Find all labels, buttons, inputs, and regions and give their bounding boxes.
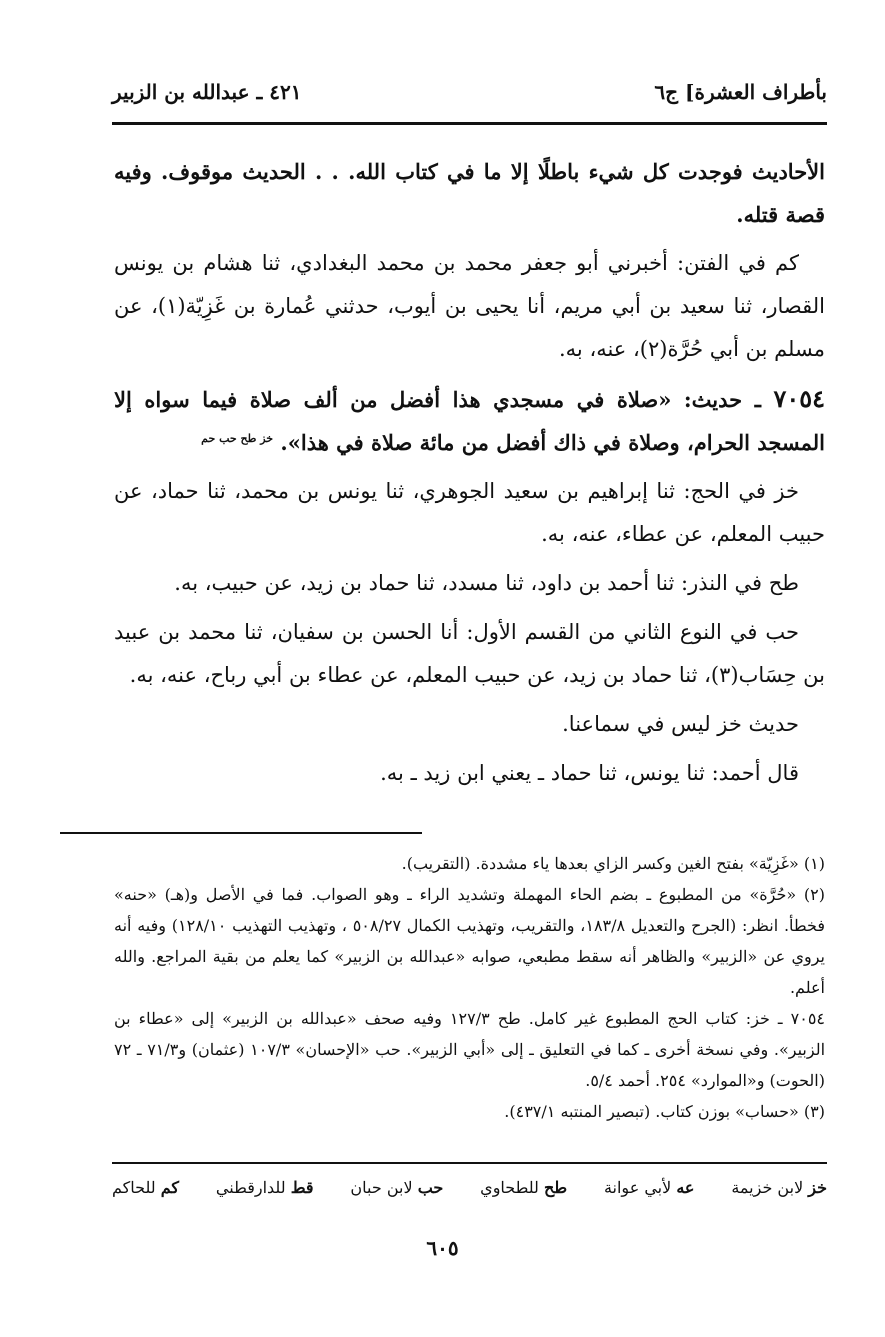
footnote-3: (٣) «حساب» بوزن كتاب. (تبصير المنتبه ٤٣٧/١). (504, 1102, 825, 1121)
abbreviation-item: حب لابن حبان (350, 1178, 444, 1197)
hadith-source-marks: خز طح حب حم (201, 432, 274, 445)
header-book-volume: بأطراف العشرة] ج٦ (654, 80, 827, 104)
abbreviation-item: كم للحاكم (112, 1178, 180, 1197)
footnote-separator (60, 832, 422, 834)
paragraph-note: حديث خز ليس في سماعنا. (562, 712, 799, 736)
main-text (114, 150, 825, 801)
paragraph-continuation: الأحاديث فوجدت كل شيء باطلًا إلا ما في كتاب الله. . . الحديث موقوف. وفيه قصة قتله. (114, 159, 825, 227)
footnotes (114, 848, 825, 1127)
hadith-entry (114, 377, 825, 464)
footnote-2: (٢) «حُرَّة» من المطبوع ـ بضم الحاء المهملة وتشديد الراء ـ وهو الصواب. فما في الأصل و(هـ) «حنه» فخطأ. انظر: (الجرح والتعديل ١٨٣/٨، والتقريب، وتهذيب الكمال ٥٠٨/٢٧ ، وتهذيب التهذيب ١٢٨/١٠) وفيه أنه يروي عن «الزبير» والظاهر أنه سقط مطبعي، صوابه «عبدالله بن الزبير» كما يعلم من بقية المراجع. والله أعلم. (114, 885, 826, 997)
abbreviation-item: طح للطحاوي (480, 1178, 568, 1197)
paragraph-tah-chain: طح في النذر: ثنا أحمد بن داود، ثنا مسدد، ثنا حماد بن زيد، عن حبيب، به. (174, 571, 799, 595)
footnote-1: (١) «غَزِيّة» بفتح الغين وكسر الزاي بعدها ياء مشددة. (التقريب). (401, 854, 825, 873)
abbreviations-key (112, 1178, 827, 1197)
footnote-hadith-7054: ٧٠٥٤ ـ خز: كتاب الحج المطبوع غير كامل. طح ١٢٧/٣ وفيه صحف «عبدالله بن الزبير» إلى «عطاء بن الزبير». وفي نسخة أخرى ـ كما في التعليق ـ إلى «أبي الزبير». حب «الإحسان» ١٠٧/٣ (عثمان) و٧١/٣ ـ ٧٢ (الحوت) و«الموارد» ٢٥٤. أحمد ٥/٤. (114, 1009, 826, 1090)
running-header (112, 72, 827, 112)
header-section-title: ٤٢١ ـ عبدالله بن الزبير (112, 80, 302, 104)
paragraph-ahmad-chain: قال أحمد: ثنا يونس، ثنا حماد ـ يعني ابن زيد ـ به. (380, 761, 799, 785)
abbreviation-item: قط للدارقطني (215, 1178, 314, 1197)
hadith-number: ٧٠٥٤ (773, 384, 826, 413)
hadith-text: ـ حديث: «صلاة في مسجدي هذا أفضل من ألف صلاة فيما سواه إلا المسجد الحرام، وصلاة في ذاك أفضل من مائة صلاة في هذا». (114, 387, 825, 455)
abbreviation-item: خز لابن خزيمة (731, 1178, 827, 1197)
abbreviation-item: عه لأبي عوانة (603, 1178, 695, 1197)
abbreviations-rule (112, 1162, 827, 1164)
paragraph-hib-chain: حب في النوع الثاني من القسم الأول: أنا الحسن بن سفيان، ثنا محمد بن عبيد بن حِسَاب(٣)، ثنا حماد بن زيد، عن حبيب المعلم، عن عطاء بن أبي رباح، عنه، به. (114, 620, 825, 687)
page-number: ٦٠٥ (426, 1236, 459, 1260)
header-rule (112, 122, 827, 125)
paragraph-kam-chain: كم في الفتن: أخبرني أبو جعفر محمد بن محمد البغدادي، ثنا هشام بن يونس القصار، ثنا سعيد بن أبي مريم، أنا يحيى بن أيوب، حدثني عُمارة بن غَزِيّة(١)، عن مسلم بن أبي حُرَّة(٢)، عنه، به. (114, 251, 825, 361)
paragraph-khuz-chain: خز في الحج: ثنا إبراهيم بن سعيد الجوهري، ثنا يونس بن محمد، ثنا حماد، عن حبيب المعلم، عن عطاء، عنه، به. (114, 479, 825, 546)
